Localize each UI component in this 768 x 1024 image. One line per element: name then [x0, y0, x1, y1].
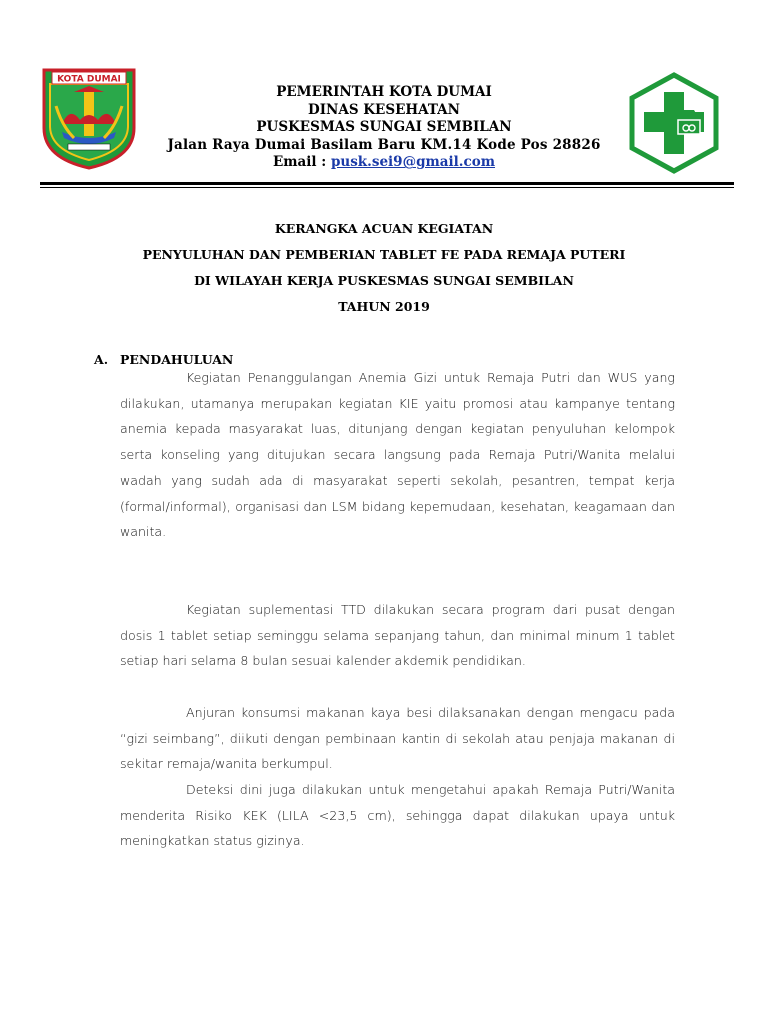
- paragraph-text: Kegiatan suplementasi TTD dilakukan secara program dari pusat dengan dosis 1 tablet setiap seminggu selama sepanjang tahun, dan minimal minum 1 tablet setiap hari selama 8 bulan sesuai kalender akdemik pendidikan.: [120, 602, 675, 669]
- paragraph-4: [120, 777, 675, 854]
- paragraph-text: Kegiatan Penanggulangan Anemia Gizi untuk Remaja Putri dan WUS yang dilakukan, utamanya merupakan kegiatan KIE yaitu promosi atau kampanye tentang anemia kepada masyarakat luas, ditunjang dengan kegiatan penyuluhan kelompok serta konseling yang ditujukan secara langsung pada Remaja Putri/Wanita melalui wadah yang sudah ada di masyarakat seperti sekolah, pesantren, tempat kerja (formal/informal), organisasi dan LSM bidang kepemudaan, kesehatan, keagamaan dan wanita.: [120, 370, 675, 540]
- title-line-2: PENYULUHAN DAN PEMBERIAN TABLET FE PADA REMAJA PUTERI: [142, 247, 626, 262]
- letterhead: [140, 84, 628, 172]
- kota-dumai-emblem-icon: [40, 66, 138, 170]
- email-link[interactable]: pusk.sei9@gmail.com: [330, 154, 496, 171]
- letterhead-agency: DINAS KESEHATAN: [308, 101, 460, 118]
- title-line-4: TAHUN 2019: [338, 299, 430, 314]
- paragraph-3: [120, 700, 675, 777]
- letterhead-address: Jalan Raya Dumai Basilam Baru KM.14 Kode Pos 28826: [167, 136, 601, 153]
- title-line-3: DI WILAYAH KERJA PUSKESMAS SUNGAI SEMBILAN: [194, 273, 574, 288]
- letterhead-government: PEMERINTAH KOTA DUMAI: [276, 84, 492, 100]
- letterhead-rule-thin: [40, 187, 734, 188]
- paragraph-2: [120, 597, 675, 674]
- document-title: [40, 216, 728, 320]
- section-title: PENDAHULUAN: [120, 352, 234, 367]
- title-line-1: KERANGKA ACUAN KEGIATAN: [274, 221, 494, 236]
- letterhead-email-line: [140, 154, 628, 172]
- paragraph-1: [120, 365, 675, 545]
- paragraph-text: Deteksi dini juga dilakukan untuk mengetahui apakah Remaja Putri/Wanita menderita Risiko KEK (LILA <23,5 cm), sehingga dapat dilakukan upaya untuk meningkatkan status gizinya.: [120, 782, 675, 849]
- paragraph-text: Anjuran konsumsi makanan kaya besi dilaksanakan dengan mengacu pada “gizi seimbang”, diikuti dengan pembinaan kantin di sekolah atau penjaja makanan di sekitar remaja/wanita berkumpul.: [120, 705, 675, 772]
- letterhead-facility: PUSKESMAS SUNGAI SEMBILAN: [256, 119, 512, 136]
- email-label: Email :: [272, 154, 331, 171]
- puskesmas-green-cross-icon: [628, 72, 720, 174]
- section-number: A.: [94, 352, 109, 367]
- emblem-label: KOTA DUMAI: [57, 74, 121, 85]
- letterhead-rule-thick: [40, 182, 734, 185]
